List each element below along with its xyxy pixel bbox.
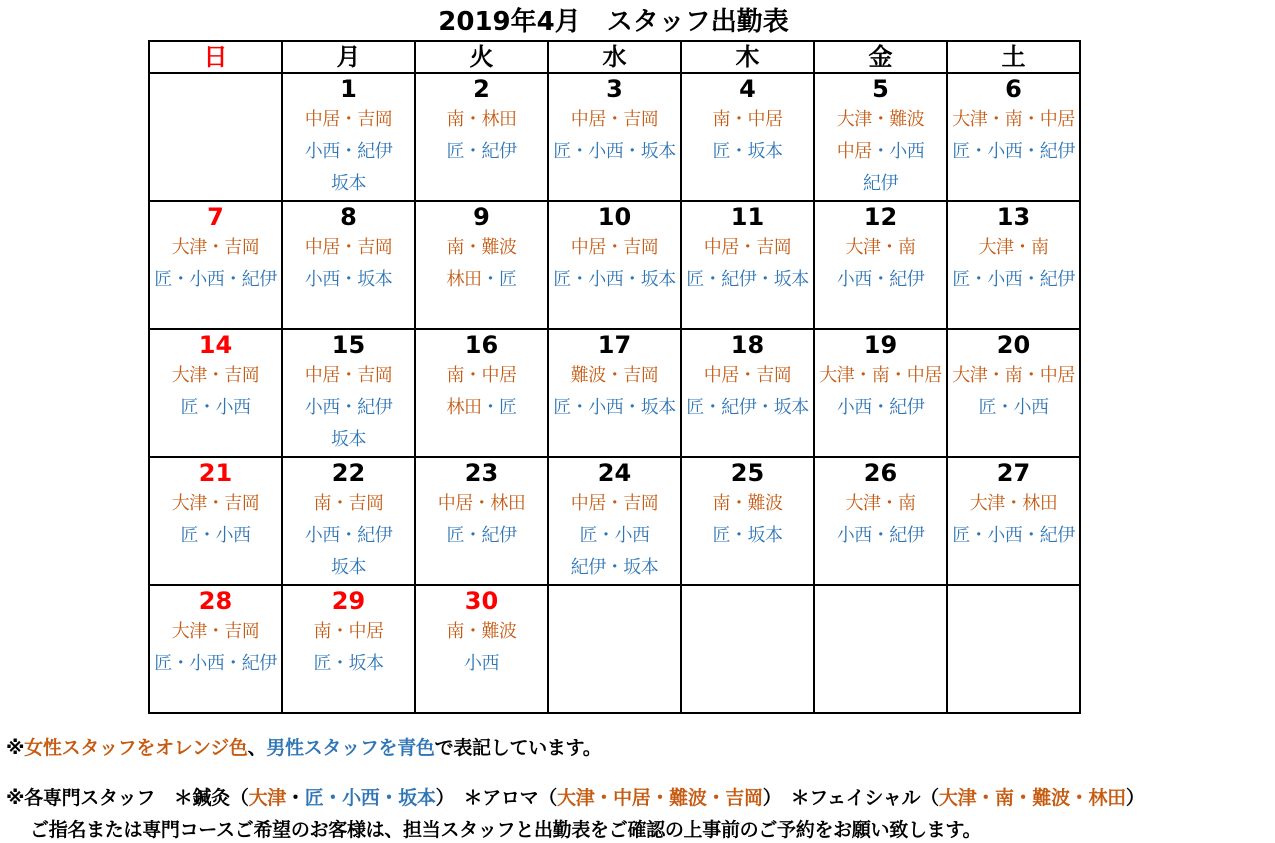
staff-line: 南・難波 xyxy=(446,237,517,258)
staff-line: 小西・坂本 xyxy=(304,269,393,290)
day-staff-cell xyxy=(681,488,814,585)
staff-line: 小西・紀伊 xyxy=(836,269,925,290)
male-staff: ・匠 xyxy=(481,397,517,418)
day-staff-cell xyxy=(681,232,814,329)
staff-line: 中居・吉岡 xyxy=(703,365,792,386)
staff-line: 小西・紀伊 xyxy=(836,525,925,546)
staff-line: 中居・吉岡 xyxy=(703,237,792,258)
staff-line: 中居・吉岡 xyxy=(304,109,393,130)
acupuncture-dot: ・ xyxy=(285,787,305,809)
date-number: 10 xyxy=(548,201,681,232)
week-date-row xyxy=(149,73,1080,104)
staff-line: 大津・南・中居 xyxy=(952,109,1075,130)
day-staff-cell xyxy=(548,360,681,457)
date-number: 3 xyxy=(548,73,681,104)
day-staff-cell xyxy=(947,104,1080,201)
date-number: 28 xyxy=(149,585,282,616)
male-staff: ・匠 xyxy=(481,269,517,290)
day-staff-cell xyxy=(415,488,548,585)
day-staff-cell xyxy=(282,360,415,457)
date-number: 4 xyxy=(681,73,814,104)
week-staff-row xyxy=(149,360,1080,457)
staff-line: 大津・南・中居 xyxy=(819,365,942,386)
week-date-row xyxy=(149,585,1080,616)
staff-line: 紀伊 xyxy=(863,173,898,194)
female-legend: 女性スタッフをオレンジ色 xyxy=(24,737,248,759)
staff-line: 匠・紀伊 xyxy=(446,525,517,546)
staff-line: 小西・紀伊 xyxy=(304,141,393,162)
staff-line: 中居・吉岡 xyxy=(304,237,393,258)
staff-line: 南・吉岡 xyxy=(313,493,384,514)
date-number xyxy=(149,73,282,104)
staff-line: 小西 xyxy=(464,653,499,674)
staff-line: 匠・小西・坂本 xyxy=(553,397,676,418)
staff-line: 大津・難波 xyxy=(836,109,925,130)
date-number: 17 xyxy=(548,329,681,360)
color-legend-note xyxy=(6,733,601,760)
weekday-header: 火 xyxy=(415,41,548,73)
facial-staff: 大津・南・難波・林田 xyxy=(938,787,1126,809)
weekday-header: 土 xyxy=(947,41,1080,73)
day-staff-cell xyxy=(149,488,282,585)
day-staff-cell xyxy=(548,104,681,201)
staff-line: 大津・吉岡 xyxy=(171,237,260,258)
staff-line: 中居・吉岡 xyxy=(570,109,659,130)
staff-line: 南・中居 xyxy=(712,109,783,130)
staff-line: 匠・小西 xyxy=(180,525,251,546)
day-staff-cell xyxy=(149,104,282,201)
day-staff-cell xyxy=(681,616,814,713)
date-number: 25 xyxy=(681,457,814,488)
female-staff: 林田 xyxy=(446,269,482,290)
staff-line: 匠・坂本 xyxy=(313,653,384,674)
male-staff: ・小西 xyxy=(871,141,925,162)
day-staff-cell xyxy=(415,232,548,329)
date-number: 21 xyxy=(149,457,282,488)
date-number: 16 xyxy=(415,329,548,360)
date-number: 23 xyxy=(415,457,548,488)
staff-line: 匠・小西・坂本 xyxy=(553,141,676,162)
staff-line: 大津・吉岡 xyxy=(171,621,260,642)
staff-line: 匠・小西・紀伊 xyxy=(952,269,1075,290)
staff-line: 大津・南 xyxy=(845,237,916,258)
week-staff-row xyxy=(149,104,1080,201)
staff-line: 難波・吉岡 xyxy=(570,365,659,386)
day-staff-cell xyxy=(947,360,1080,457)
specialist-prefix: ※各専門スタッフ ＊鍼灸（ xyxy=(6,787,249,809)
date-number: 12 xyxy=(814,201,947,232)
staff-line: 匠・小西・紀伊 xyxy=(952,141,1075,162)
staff-line: 南・林田 xyxy=(446,109,517,130)
staff-line: 小西・紀伊 xyxy=(304,397,393,418)
staff-line xyxy=(815,136,946,168)
staff-line: 匠・小西 xyxy=(579,525,650,546)
staff-line: 中居・吉岡 xyxy=(570,237,659,258)
day-staff-cell xyxy=(814,616,947,713)
female-staff: 林田 xyxy=(446,397,482,418)
aroma-staff: 大津・中居・難波・吉岡 xyxy=(557,787,763,809)
staff-line: 南・中居 xyxy=(446,365,517,386)
staff-line: 小西・紀伊 xyxy=(304,525,393,546)
week-staff-row xyxy=(149,488,1080,585)
day-staff-cell xyxy=(814,232,947,329)
day-staff-cell xyxy=(149,232,282,329)
date-number: 30 xyxy=(415,585,548,616)
weekday-header: 金 xyxy=(814,41,947,73)
date-number: 5 xyxy=(814,73,947,104)
staff-line: 大津・南 xyxy=(978,237,1049,258)
calendar-table xyxy=(148,40,1081,714)
weekday-header: 日 xyxy=(149,41,282,73)
staff-line xyxy=(416,264,547,296)
staff-line: 匠・坂本 xyxy=(712,141,783,162)
staff-line: 南・中居 xyxy=(313,621,384,642)
day-staff-cell xyxy=(415,104,548,201)
staff-line: 坂本 xyxy=(331,557,366,578)
date-number: 8 xyxy=(282,201,415,232)
date-number: 9 xyxy=(415,201,548,232)
staff-line: 大津・吉岡 xyxy=(171,365,260,386)
note-prefix: ※ xyxy=(6,737,25,759)
page-title: 2019年4月 スタッフ出勤表 xyxy=(438,7,789,37)
aroma-label: ） ＊アロマ（ xyxy=(435,787,557,809)
staff-line: 南・難波 xyxy=(712,493,783,514)
day-staff-cell xyxy=(548,488,681,585)
date-number: 11 xyxy=(681,201,814,232)
date-number xyxy=(681,585,814,616)
date-number: 19 xyxy=(814,329,947,360)
weekday-header: 水 xyxy=(548,41,681,73)
staff-line: 匠・紀伊・坂本 xyxy=(686,269,809,290)
day-staff-cell xyxy=(947,488,1080,585)
staff-line: 匠・紀伊・坂本 xyxy=(686,397,809,418)
date-number: 7 xyxy=(149,201,282,232)
staff-line: 大津・南・中居 xyxy=(952,365,1075,386)
day-staff-cell xyxy=(282,616,415,713)
staff-line: 紀伊・坂本 xyxy=(570,557,659,578)
date-number: 2 xyxy=(415,73,548,104)
date-number: 20 xyxy=(947,329,1080,360)
day-staff-cell xyxy=(149,616,282,713)
date-number: 24 xyxy=(548,457,681,488)
staff-line: 大津・南 xyxy=(845,493,916,514)
day-staff-cell xyxy=(681,360,814,457)
week-date-row xyxy=(149,329,1080,360)
weekday-header: 木 xyxy=(681,41,814,73)
week-staff-row xyxy=(149,232,1080,329)
date-number xyxy=(814,585,947,616)
weekday-header: 月 xyxy=(282,41,415,73)
date-number: 22 xyxy=(282,457,415,488)
day-staff-cell xyxy=(814,360,947,457)
acupuncture-male-staff: 匠・小西・坂本 xyxy=(304,787,436,809)
acupuncture-female-staff: 大津 xyxy=(248,787,286,809)
specialist-close: ） xyxy=(1125,787,1145,809)
week-date-row xyxy=(149,201,1080,232)
staff-line: 匠・坂本 xyxy=(712,525,783,546)
staff-line: 中居・吉岡 xyxy=(304,365,393,386)
date-number: 6 xyxy=(947,73,1080,104)
staff-line: 小西・紀伊 xyxy=(836,397,925,418)
reservation-note: ご指名または専門コースご希望のお客様は、担当スタッフと出勤表をご確認の上事前のご予約をお願い致します。 xyxy=(30,819,982,841)
date-number: 29 xyxy=(282,585,415,616)
date-number xyxy=(548,585,681,616)
staff-line: 匠・小西・坂本 xyxy=(553,269,676,290)
date-number: 27 xyxy=(947,457,1080,488)
date-number: 14 xyxy=(149,329,282,360)
specialist-staff-note xyxy=(6,783,1145,810)
week-staff-row xyxy=(149,616,1080,713)
staff-line: 中居・林田 xyxy=(437,493,526,514)
staff-line: 大津・吉岡 xyxy=(171,493,260,514)
note-suffix: で表記しています。 xyxy=(434,737,602,759)
staff-line: 大津・林田 xyxy=(969,493,1058,514)
day-staff-cell xyxy=(947,616,1080,713)
day-staff-cell xyxy=(415,360,548,457)
female-staff: 中居 xyxy=(836,141,872,162)
note-separator: 、 xyxy=(247,737,267,759)
day-staff-cell xyxy=(681,104,814,201)
facial-label: ） ＊フェイシャル（ xyxy=(762,787,939,809)
date-number xyxy=(947,585,1080,616)
weekday-header-row xyxy=(149,41,1080,73)
day-staff-cell xyxy=(282,104,415,201)
day-staff-cell xyxy=(548,616,681,713)
staff-line: 南・難波 xyxy=(446,621,517,642)
male-legend: 男性スタッフを青色 xyxy=(266,737,435,759)
date-number: 13 xyxy=(947,201,1080,232)
staff-line: 匠・紀伊 xyxy=(446,141,517,162)
day-staff-cell xyxy=(282,488,415,585)
week-date-row xyxy=(149,457,1080,488)
staff-line: 匠・小西・紀伊 xyxy=(154,269,277,290)
staff-line xyxy=(416,392,547,424)
staff-line: 匠・小西 xyxy=(978,397,1049,418)
date-number: 15 xyxy=(282,329,415,360)
staff-line: 匠・小西・紀伊 xyxy=(952,525,1075,546)
staff-line: 坂本 xyxy=(331,173,366,194)
date-number: 18 xyxy=(681,329,814,360)
staff-line: 坂本 xyxy=(331,429,366,450)
staff-line: 中居・吉岡 xyxy=(570,493,659,514)
day-staff-cell xyxy=(282,232,415,329)
staff-line: 匠・小西 xyxy=(180,397,251,418)
day-staff-cell xyxy=(947,232,1080,329)
day-staff-cell xyxy=(814,488,947,585)
day-staff-cell xyxy=(814,104,947,201)
day-staff-cell xyxy=(548,232,681,329)
day-staff-cell xyxy=(149,360,282,457)
day-staff-cell xyxy=(415,616,548,713)
date-number: 1 xyxy=(282,73,415,104)
staff-line: 匠・小西・紀伊 xyxy=(154,653,277,674)
date-number: 26 xyxy=(814,457,947,488)
